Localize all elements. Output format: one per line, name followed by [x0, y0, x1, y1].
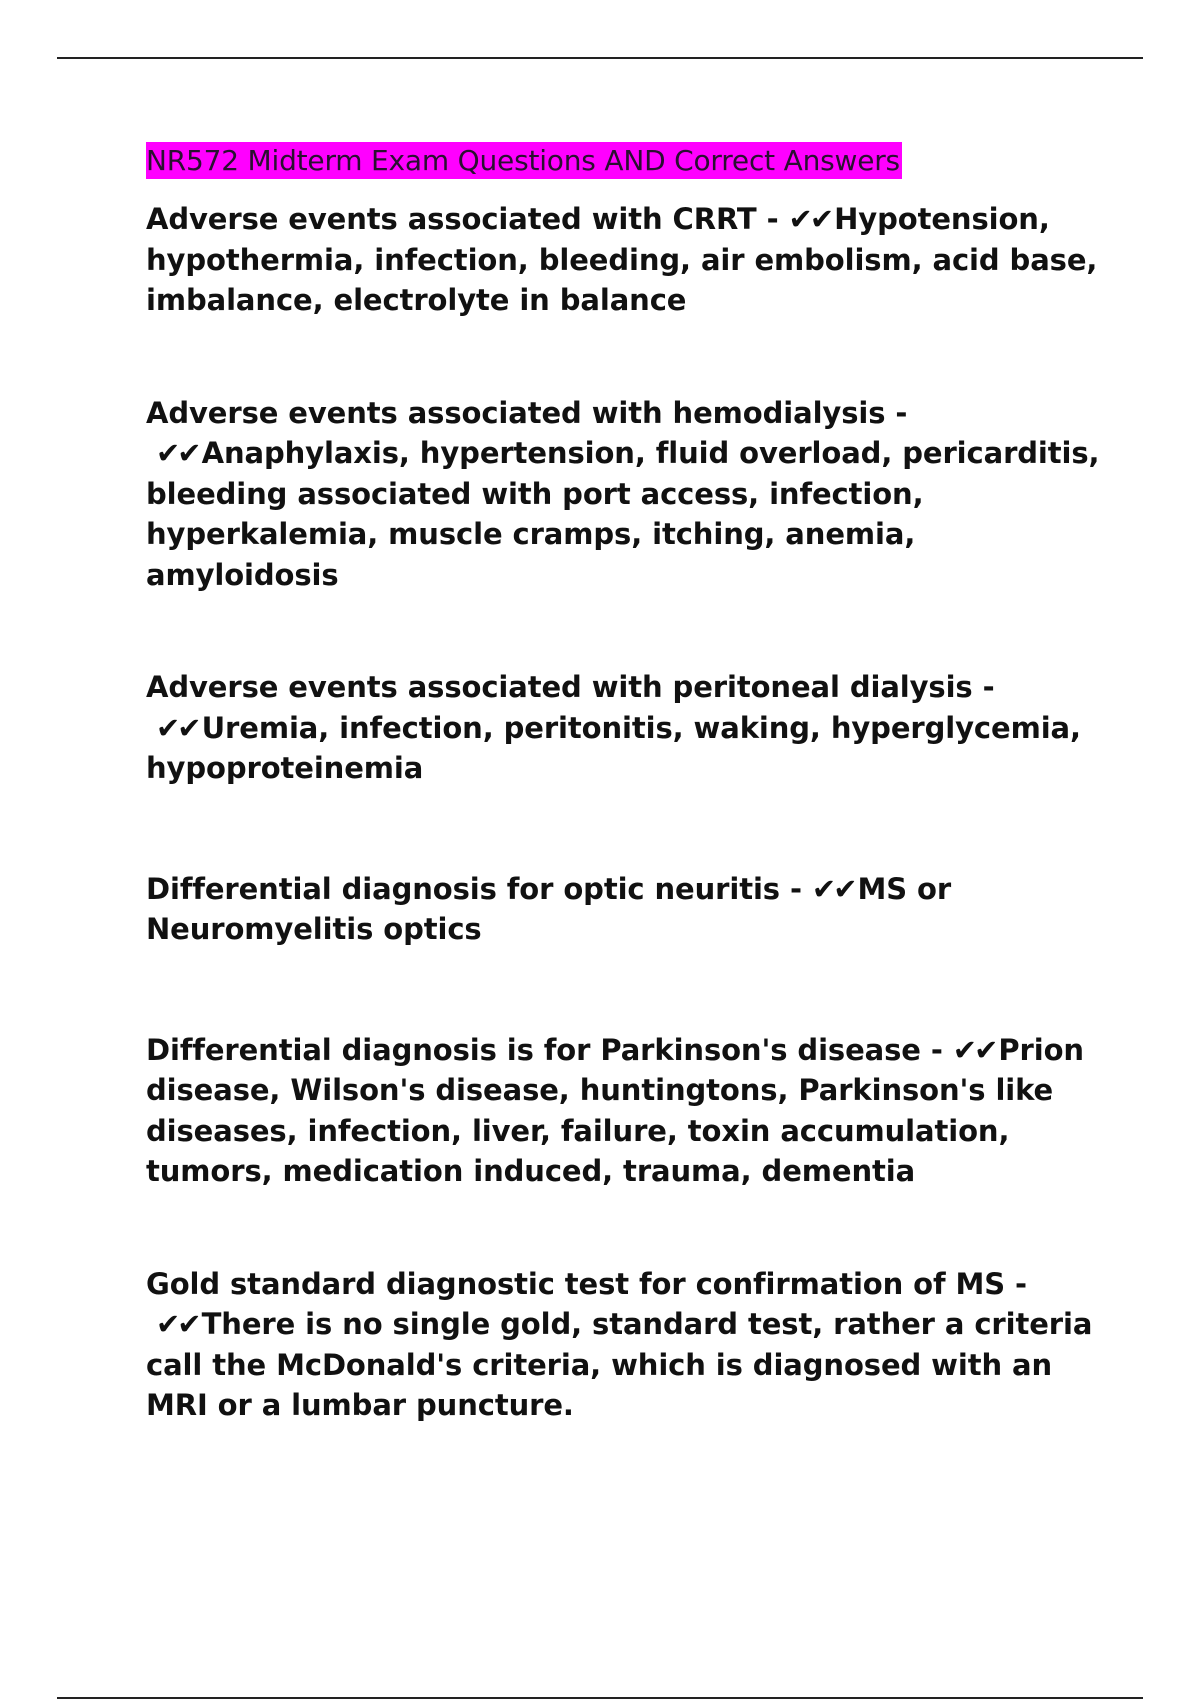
question-text: Differential diagnosis for optic neuritis - — [146, 871, 802, 906]
qa-item — [146, 1264, 1106, 1426]
qa-item — [146, 393, 1106, 596]
answer-text: Hypotension, hypothermia, infection, bleeding, air embolism, acid base, imbalance, electrolyte in balance — [146, 202, 1098, 317]
check-icon: ✔✔ — [156, 436, 199, 470]
answer-text: There is no single gold, standard test, rather a criteria call the McDonald's criteria, which is diagnosed with an MRI or a lumbar puncture. — [146, 1307, 1093, 1422]
check-icon: ✔✔ — [811, 871, 855, 906]
answer-text: Uremia, infection, peritonitis, waking, hyperglycemia, hypoproteinemia — [146, 710, 1081, 785]
question-text: Adverse events associated with CRRT - — [146, 202, 779, 236]
question-text: Adverse events associated with hemodialysis - — [146, 395, 908, 430]
question-text: Differential diagnosis is for Parkinson's disease - — [146, 1032, 943, 1067]
check-icon: ✔✔ — [788, 202, 832, 236]
check-icon: ✔✔ — [156, 710, 199, 745]
answer-text: MS or Neuromyelitis optics — [146, 871, 952, 946]
qa-item — [146, 1030, 1106, 1192]
answer-text: Prion disease, Wilson's disease, huntingtons, Parkinson's like diseases, infection, liver, failure, toxin accumulation, tumors, medication induced, trauma, dementia — [146, 1032, 1084, 1188]
qa-item — [146, 667, 1106, 789]
question-text: Gold standard diagnostic test for confirmation of MS - — [146, 1266, 1027, 1301]
document-body — [146, 143, 1106, 1426]
qa-item — [146, 869, 1106, 950]
bottom-rule — [57, 1697, 1143, 1699]
document-title: NR572 Midterm Exam Questions AND Correct Answers — [146, 144, 900, 177]
question-text: Adverse events associated with peritoneal dialysis - — [146, 670, 995, 704]
answer-text: Anaphylaxis, hypertension, fluid overload, pericarditis, bleeding associated with port access, infection, hyperkalemia, muscle cramps, itching, anemia, amyloidosis — [146, 436, 1100, 592]
top-rule — [57, 57, 1143, 59]
check-icon: ✔✔ — [156, 1307, 199, 1341]
qa-item — [146, 199, 1106, 321]
check-icon: ✔✔ — [952, 1032, 996, 1067]
